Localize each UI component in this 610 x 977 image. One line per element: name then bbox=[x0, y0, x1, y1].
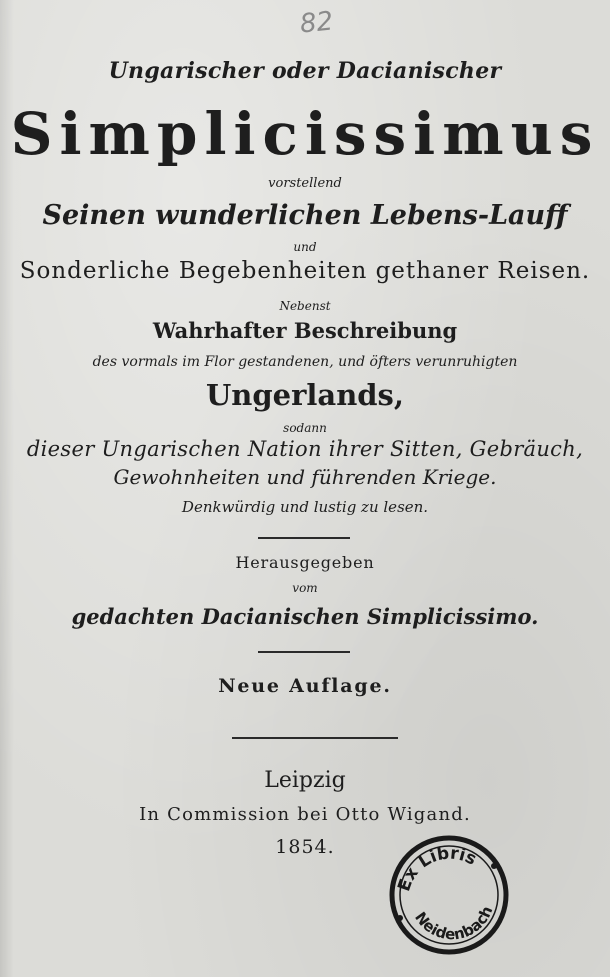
imprint-city: Leipzig bbox=[264, 768, 346, 793]
editor-line-2: vom bbox=[292, 581, 318, 595]
title-line-5: und bbox=[293, 240, 317, 254]
stamp-text-top: Ex Libris bbox=[394, 843, 480, 894]
title-line-4: Seinen wunderlichen Lebens-Lauff bbox=[42, 200, 568, 231]
edition-label: Neue Auflage. bbox=[218, 675, 392, 697]
title-line-10: Ungerlands, bbox=[206, 378, 404, 412]
title-line-6: Sonderliche Begebenheiten gethaner Reisen. bbox=[19, 258, 591, 284]
title-line-9: des vormals im Flor gestandenen, und öfters verunruhigten bbox=[92, 354, 518, 370]
title-line-8: Wahrhafter Beschreibung bbox=[152, 318, 458, 343]
title-line-3: vorstellend bbox=[268, 176, 342, 191]
main-title: Simplicissimus bbox=[10, 100, 600, 168]
title-line-1: Ungarischer oder Dacianischer bbox=[108, 58, 502, 84]
editor-line-3: gedachten Dacianischen Simplicissimo. bbox=[71, 604, 539, 629]
imprint-year: 1854. bbox=[275, 836, 335, 858]
divider-short-1 bbox=[258, 537, 350, 539]
title-line-12: dieser Ungarischen Nation ihrer Sitten, Gebräuch, bbox=[26, 437, 584, 461]
stamp-text-bottom: Neidenbach bbox=[411, 903, 497, 944]
ex-libris-stamp bbox=[386, 832, 512, 958]
title-line-7: Nebenst bbox=[279, 299, 331, 313]
divider-long bbox=[232, 737, 398, 739]
title-line-13: Gewohnheiten und führenden Kriege. bbox=[113, 465, 497, 489]
divider-short-2 bbox=[258, 651, 350, 653]
handwritten-number: 82 bbox=[298, 6, 335, 40]
title-line-14: Denkwürdig und lustig zu lesen. bbox=[181, 498, 429, 516]
title-line-11: sodann bbox=[283, 421, 327, 435]
editor-line-1: Herausgegeben bbox=[235, 553, 375, 572]
imprint-publisher: In Commission bei Otto Wigand. bbox=[139, 804, 471, 825]
